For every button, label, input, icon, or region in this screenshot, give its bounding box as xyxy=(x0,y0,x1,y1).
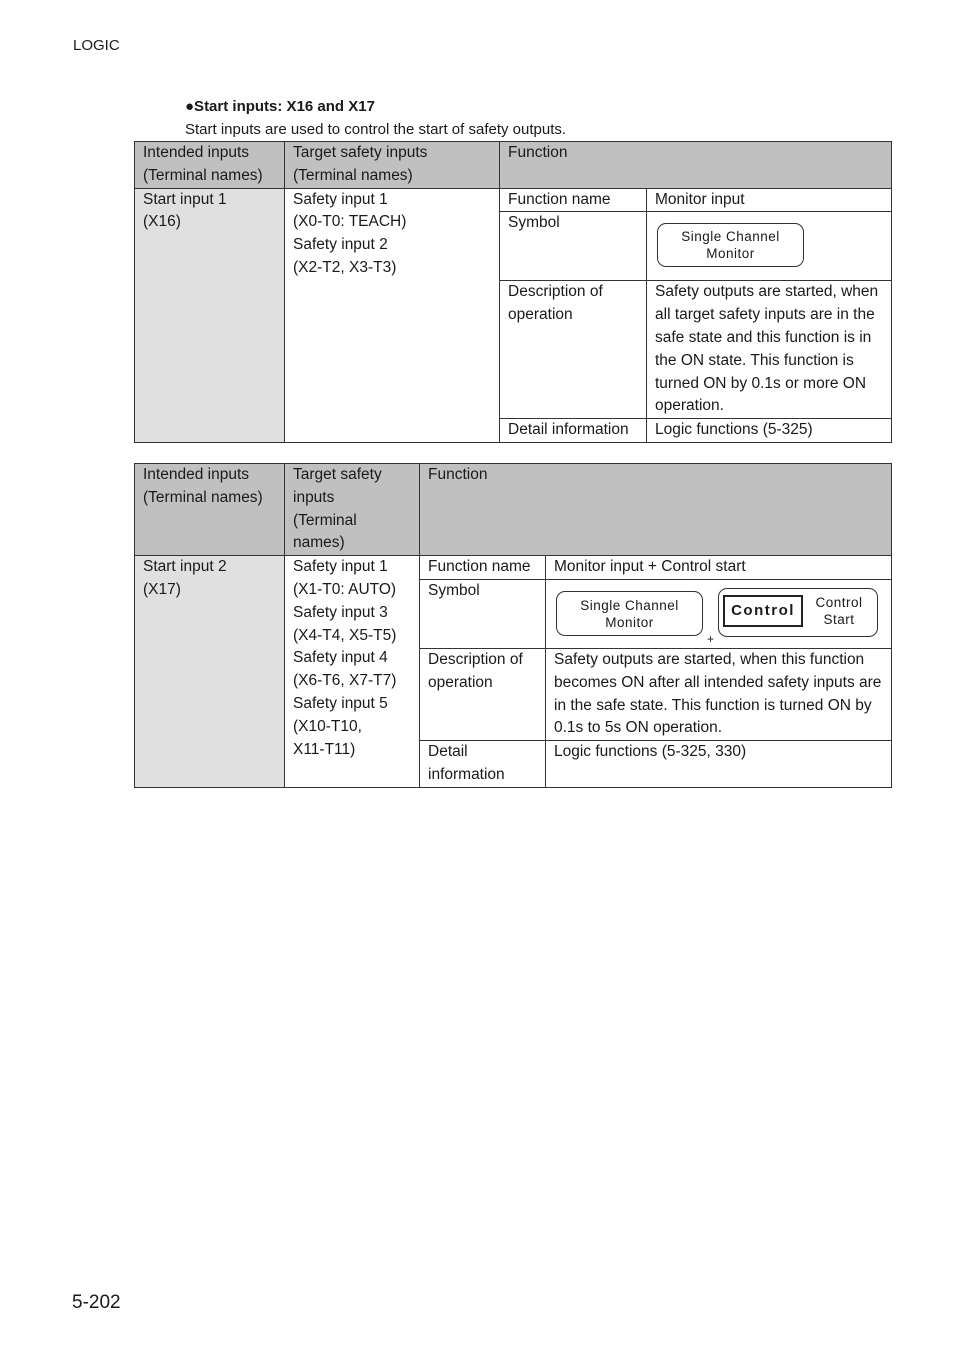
description-label: Description of operation xyxy=(420,648,546,740)
single-channel-monitor-symbol: Single Channel Monitor xyxy=(657,223,804,267)
detail-label: Detail information xyxy=(500,419,647,443)
header-intended-inputs: Intended inputs (Terminal names) xyxy=(135,464,285,556)
intended-input-cell: Start input 1 (X16) xyxy=(135,188,285,442)
detail-value: Logic functions (5-325) xyxy=(647,419,892,443)
intro-text: Start inputs are used to control the start of safety outputs. xyxy=(185,121,567,138)
symbol-cell xyxy=(546,579,892,648)
start-input-2-table xyxy=(134,463,892,788)
control-start-symbol xyxy=(718,588,878,637)
single-channel-monitor-symbol: Single Channel Monitor xyxy=(556,591,703,636)
header-function: Function xyxy=(420,464,892,556)
detail-value: Logic functions (5-325, 330) xyxy=(546,741,892,788)
description-value: Safety outputs are started, when this function becomes ON after all intended safety inputs are in the safe state. This function is turned ON by 0.1s to 5s ON operation. xyxy=(546,648,892,740)
function-name-label: Function name xyxy=(420,556,546,580)
page-header: LOGIC xyxy=(73,37,120,54)
detail-label: Detail information xyxy=(420,741,546,788)
symbol-cell xyxy=(647,212,892,281)
header-target-safety-inputs: Target safety inputs (Terminal names) xyxy=(285,142,500,189)
header-target-safety-inputs: Target safety inputs (Terminal names) xyxy=(285,464,420,556)
section-heading: ●Start inputs: X16 and X17 xyxy=(185,98,375,115)
function-name-label: Function name xyxy=(500,188,647,212)
function-name-value: Monitor input + Control start xyxy=(546,556,892,580)
intended-input-cell: Start input 2 (X17) xyxy=(135,556,285,788)
start-input-1-table xyxy=(134,141,892,443)
symbol-label: Symbol xyxy=(420,579,546,648)
header-function: Function xyxy=(500,142,892,189)
page-number: 5-202 xyxy=(72,1292,121,1313)
plus-sign: + xyxy=(707,631,715,646)
control-label: Control xyxy=(723,595,803,627)
description-label: Description of operation xyxy=(500,281,647,419)
control-start-label: Control Start xyxy=(815,594,863,627)
function-name-value: Monitor input xyxy=(647,188,892,212)
target-inputs-cell: Safety input 1 (X0-T0: TEACH) Safety input 2 (X2-T2, X3-T3) xyxy=(285,188,500,442)
description-value: Safety outputs are started, when all target safety inputs are in the safe state and this function is in the ON state. This function is turned ON by 0.1s or more ON operation. xyxy=(647,281,892,419)
target-inputs-cell: Safety input 1 (X1-T0: AUTO) Safety input 3 (X4-T4, X5-T5) Safety input 4 (X6-T6, X7-T7) Safety input 5 (X10-T10, X11-T11) xyxy=(285,556,420,788)
symbol-label: Symbol xyxy=(500,212,647,281)
header-intended-inputs: Intended inputs (Terminal names) xyxy=(135,142,285,189)
